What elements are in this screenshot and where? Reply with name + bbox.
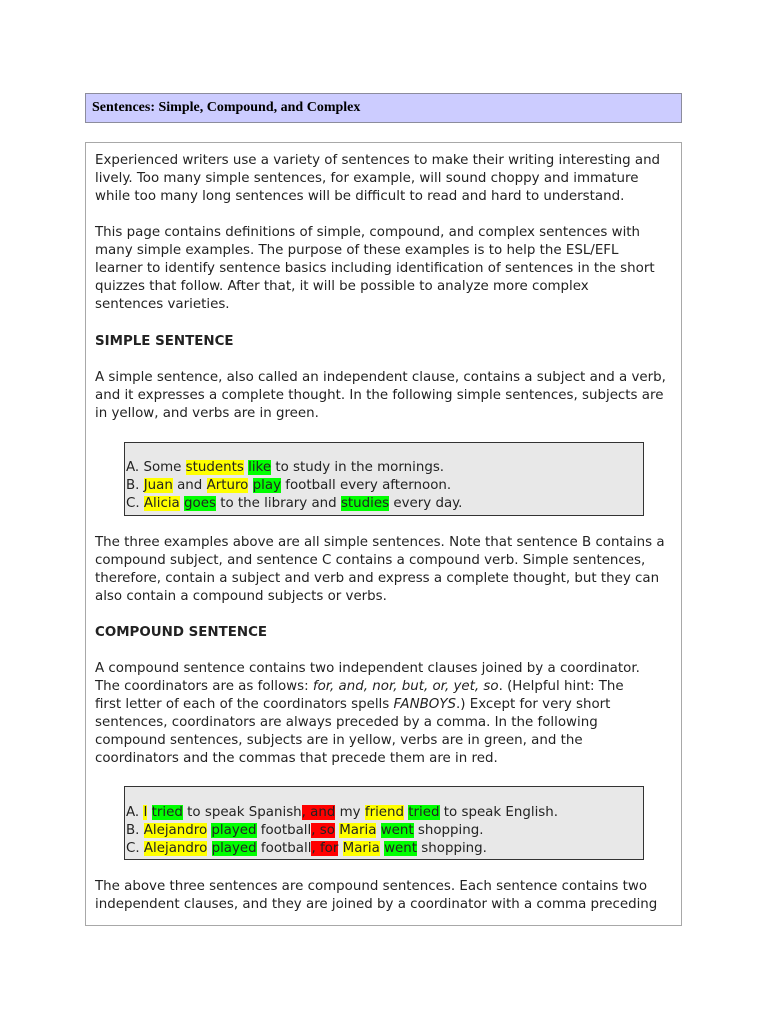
- subject-highlight: friend: [364, 805, 405, 820]
- subject-highlight: I: [143, 805, 148, 820]
- compound-after-line: independent clauses, and they are joined by a coordinator with a comma preceding: [95, 897, 658, 912]
- compound-def-line: A compound sentence contains two independent clauses joined by a coordinator.: [95, 661, 640, 676]
- example-b: B. Alejandro played football, so Maria went shopping.: [126, 823, 484, 839]
- subject-highlight: Juan: [143, 478, 173, 494]
- page-title: Sentences: Simple, Compound, and Complex: [85, 93, 682, 123]
- subject-highlight: Maria: [342, 841, 380, 857]
- coordinator-highlight: , so: [311, 823, 335, 839]
- purpose-line: many simple examples. The purpose of these examples is to help the ESL/EFL: [95, 243, 619, 258]
- example-c: C. Alejandro played football, for Maria went shopping.: [126, 841, 487, 857]
- verb-highlight: play: [252, 478, 281, 494]
- simple-sentence-heading: SIMPLE SENTENCE: [95, 334, 234, 349]
- subject-highlight: Alejandro: [143, 823, 208, 839]
- subject-highlight: Arturo: [206, 478, 249, 494]
- verb-highlight: went: [380, 823, 414, 839]
- verb-highlight: like: [248, 460, 272, 475]
- verb-highlight: studies: [340, 496, 390, 512]
- purpose-line: learner to identify sentence basics including identification of sentences in the short: [95, 261, 655, 276]
- simple-def-line: in yellow, and verbs are in green.: [95, 406, 319, 421]
- verb-highlight: tried: [151, 805, 183, 820]
- example-a: A. I tried to speak Spanish, and my friend tried to speak English.: [126, 805, 559, 820]
- verb-highlight: goes: [184, 496, 216, 512]
- purpose-line: This page contains definitions of simple, compound, and complex sentences with: [95, 225, 641, 240]
- compound-examples-box: [124, 786, 644, 860]
- intro-line: Experienced writers use a variety of sentences to make their writing interesting and: [95, 153, 661, 168]
- simple-def-line: and it expresses a complete thought. In the following simple sentences, subjects are: [95, 388, 664, 403]
- simple-examples-box: [124, 442, 644, 516]
- example-a: A. Some students like to study in the mornings.: [126, 460, 445, 475]
- subject-highlight: students: [185, 460, 244, 475]
- purpose-line: sentences varieties.: [95, 297, 230, 312]
- coordinator-highlight: , and: [301, 805, 336, 820]
- simple-after-line: The three examples above are all simple sentences. Note that sentence B contains a: [95, 535, 665, 550]
- compound-def-line: compound sentences, subjects are in yellow, verbs are in green, and the: [95, 733, 583, 748]
- compound-def-line: sentences, coordinators are always preceded by a comma. In the following: [95, 715, 598, 730]
- article-body: [85, 142, 682, 926]
- verb-highlight: went: [384, 841, 418, 857]
- simple-after-line: compound subject, and sentence C contains a compound verb. Simple sentences,: [95, 553, 646, 568]
- purpose-line: quizzes that follow. After that, it will be possible to analyze more complex: [95, 279, 589, 294]
- simple-def-line: A simple sentence, also called an independent clause, contains a subject and a verb,: [95, 370, 666, 385]
- compound-def-line: first letter of each of the coordinators spells FANBOYS.) Except for very short: [95, 697, 611, 712]
- simple-after-line: also contain a compound subjects or verbs.: [95, 589, 387, 604]
- subject-highlight: Alicia: [143, 496, 180, 512]
- compound-def-line: The coordinators are as follows: for, and, nor, but, or, yet, so. (Helpful hint: The: [95, 679, 624, 694]
- simple-after-line: therefore, contain a subject and verb and express a complete thought, but they can: [95, 571, 660, 586]
- coordinator-highlight: , for: [311, 841, 339, 857]
- example-c: C. Alicia goes to the library and studies every day.: [126, 496, 463, 512]
- subject-highlight: Maria: [339, 823, 377, 839]
- subject-highlight: Alejandro: [143, 841, 208, 857]
- intro-line: lively. Too many simple sentences, for example, will sound choppy and immature: [95, 171, 639, 186]
- verb-highlight: tried: [408, 805, 440, 820]
- compound-after-line: The above three sentences are compound sentences. Each sentence contains two: [95, 879, 648, 894]
- verb-highlight: played: [211, 841, 257, 857]
- compound-sentence-heading: COMPOUND SENTENCE: [95, 625, 268, 640]
- example-b: B. Juan and Arturo play football every afternoon.: [126, 478, 452, 494]
- compound-def-line: coordinators and the commas that precede them are in red.: [95, 751, 498, 766]
- verb-highlight: played: [211, 823, 257, 839]
- intro-line: while too many long sentences will be difficult to read and hard to understand.: [95, 189, 625, 204]
